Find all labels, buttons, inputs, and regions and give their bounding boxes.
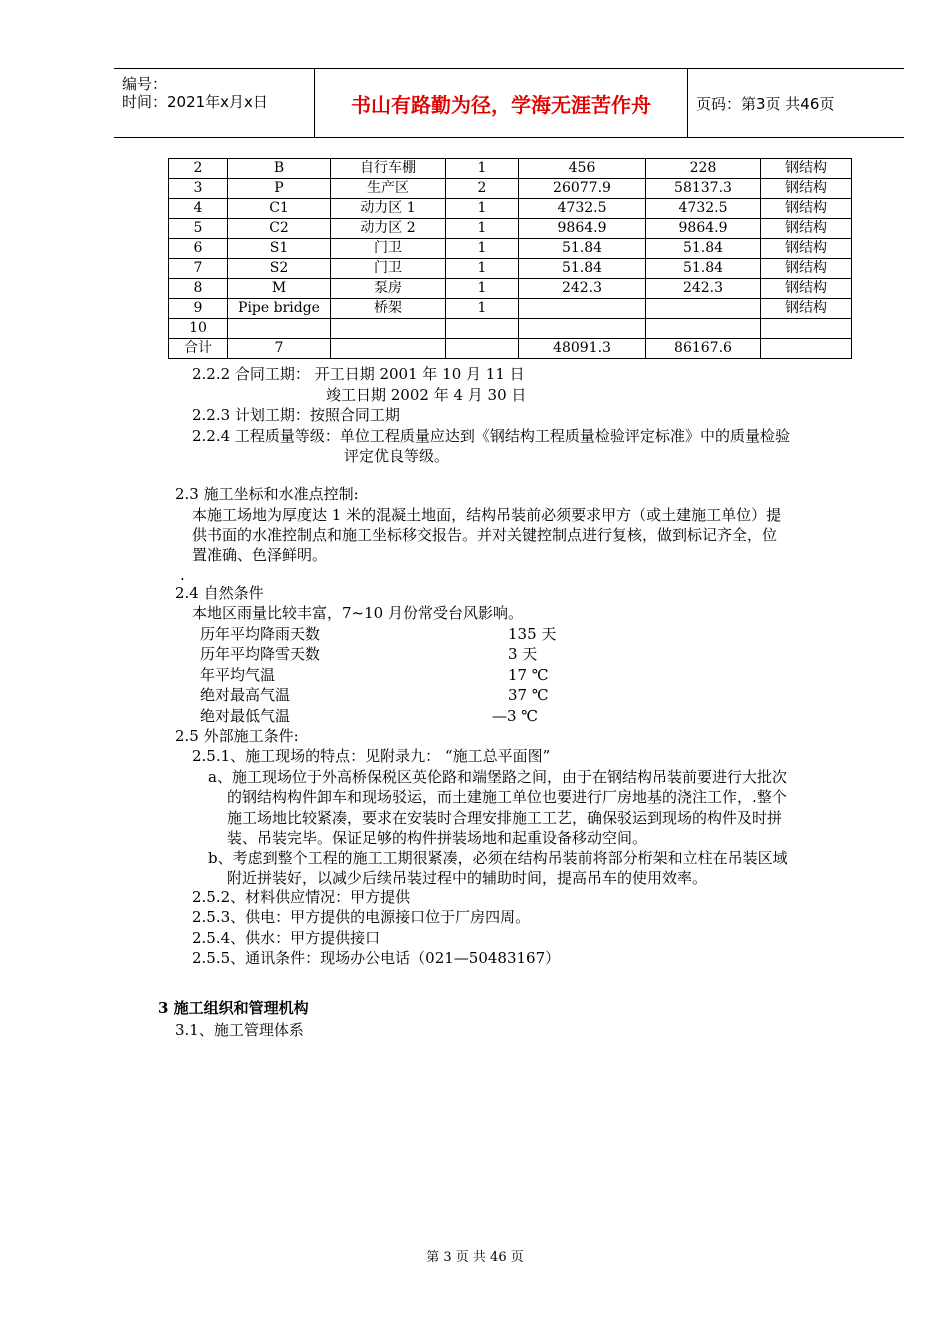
table-cell	[761, 319, 852, 339]
contract-period: 2.2.2 合同工期： 开工日期 2001 年 10 月 11 日	[192, 365, 525, 383]
table-row	[169, 159, 852, 179]
table-cell: 51.84	[646, 259, 761, 279]
table-cell: 51.84	[519, 259, 646, 279]
table-cell: B	[228, 159, 331, 179]
table-cell: 1	[446, 219, 519, 239]
building-table	[168, 158, 852, 359]
table-cell: 10	[169, 319, 228, 339]
climate-value: 17 ℃	[508, 666, 549, 684]
table-cell: 钢结构	[761, 239, 852, 259]
table-cell	[646, 299, 761, 319]
table-cell: 9	[169, 299, 228, 319]
table-cell: C1	[228, 199, 331, 219]
table-row	[169, 339, 852, 359]
table-cell: 6	[169, 239, 228, 259]
table-row	[169, 219, 852, 239]
stray-dot: .	[180, 566, 185, 584]
table-cell: 51.84	[519, 239, 646, 259]
table-cell: 门卫	[331, 259, 446, 279]
header-motto: 书山有路勤为径，学海无涯苦作舟	[315, 69, 688, 137]
table-cell: S1	[228, 239, 331, 259]
table-row	[169, 299, 852, 319]
table-cell	[228, 319, 331, 339]
section-2-5-title: 2.5 外部施工条件:	[175, 727, 299, 745]
table-cell: 动力区 2	[331, 219, 446, 239]
table-cell: 钢结构	[761, 159, 852, 179]
table-cell: 242.3	[519, 279, 646, 299]
table-cell: 228	[646, 159, 761, 179]
climate-value: 3 天	[508, 645, 538, 663]
climate-label: 历年平均降雪天数	[200, 645, 321, 663]
table-cell: 242.3	[646, 279, 761, 299]
climate-value: —3 ℃	[492, 707, 539, 725]
table-cell	[519, 299, 646, 319]
section-2-4-line1: 本地区雨量比较丰富，7~10 月份常受台风影响。	[192, 604, 523, 622]
table-cell: 动力区 1	[331, 199, 446, 219]
section-3-heading: 3 施工组织和管理机构	[158, 999, 309, 1017]
table-cell: M	[228, 279, 331, 299]
table-cell: P	[228, 179, 331, 199]
table-cell: 48091.3	[519, 339, 646, 359]
table-row	[169, 179, 852, 199]
planned-period: 2.2.3 计划工期：按照合同工期	[192, 406, 400, 424]
section-2-5-1: 2.5.1、施工现场的特点：见附录九： “施工总平面图”	[192, 747, 551, 765]
quality-grade-cont: 评定优良等级。	[344, 447, 450, 465]
table-cell: 钢结构	[761, 179, 852, 199]
table-row	[169, 239, 852, 259]
section-2-5-4: 2.5.4、供水：甲方提供接口	[192, 929, 381, 947]
item-a-line1: a、施工现场位于外高桥保税区英伦路和端堡路之间，由于在钢结构吊装前要进行大批次	[208, 768, 787, 786]
table-cell: 1	[446, 239, 519, 259]
section-2-3-line1: 本施工场地为厚度达 1 米的混凝土地面，结构吊装前必须要求甲方（或土建施工单位）提	[192, 506, 782, 524]
table-cell: 3	[169, 179, 228, 199]
climate-label: 历年平均降雨天数	[200, 625, 321, 643]
table-cell: 7	[228, 339, 331, 359]
table-cell: 钢结构	[761, 279, 852, 299]
completion-date: 竣工日期 2002 年 4 月 30 日	[326, 386, 527, 404]
table-cell: 58137.3	[646, 179, 761, 199]
table-cell: 4732.5	[519, 199, 646, 219]
item-b-line2: 附近拼装好，以减少后续吊装过程中的辅助时间，提高吊车的使用效率。	[227, 869, 708, 887]
table-cell: 钢结构	[761, 219, 852, 239]
table-cell: 泵房	[331, 279, 446, 299]
table-cell: 1	[446, 159, 519, 179]
table-cell	[761, 339, 852, 359]
table-cell	[646, 319, 761, 339]
table-cell: 合计	[169, 339, 228, 359]
table-cell: 钢结构	[761, 259, 852, 279]
climate-label: 绝对最高气温	[200, 686, 291, 704]
table-cell: 钢结构	[761, 199, 852, 219]
table-row	[169, 199, 852, 219]
table-cell: 86167.6	[646, 339, 761, 359]
serial-label: 编号：	[122, 75, 168, 93]
section-2-5-5: 2.5.5、通讯条件：现场办公电话（021—50483167）	[192, 949, 561, 967]
table-cell: 1	[446, 279, 519, 299]
table-cell: 钢结构	[761, 299, 852, 319]
table-cell	[331, 319, 446, 339]
page-footer: 第 3 页 共 46 页	[426, 1250, 524, 1265]
section-2-3-title: 2.3 施工坐标和水准点控制:	[175, 485, 359, 503]
climate-value: 37 ℃	[508, 686, 549, 704]
item-a-line2: 的钢结构构件卸车和现场驳运，而土建施工单位也要进行厂房地基的浇注工作，.整个	[227, 788, 787, 806]
table-cell: 1	[446, 299, 519, 319]
table-cell: 2	[169, 159, 228, 179]
table-row	[169, 279, 852, 299]
table-cell: 5	[169, 219, 228, 239]
table-cell	[446, 339, 519, 359]
table-cell: 26077.9	[519, 179, 646, 199]
section-2-3-line3: 置准确、色泽鲜明。	[192, 546, 328, 564]
climate-label: 年平均气温	[200, 666, 276, 684]
table-cell	[331, 339, 446, 359]
table-cell: 4	[169, 199, 228, 219]
section-2-5-2: 2.5.2、材料供应情况：甲方提供	[192, 888, 411, 906]
table-cell: 2	[446, 179, 519, 199]
item-a-line3: 施工场地比较紧凑，要求在安装时合理安排施工工艺，确保驳运到现场的构件及时拼	[227, 809, 783, 827]
table-row	[169, 319, 852, 339]
climate-label: 绝对最低气温	[200, 707, 291, 725]
table-cell: 9864.9	[646, 219, 761, 239]
table-cell: 自行车棚	[331, 159, 446, 179]
climate-value: 135 天	[508, 625, 557, 643]
table-cell: 51.84	[646, 239, 761, 259]
table-cell: C2	[228, 219, 331, 239]
table-cell	[446, 319, 519, 339]
table-cell: 456	[519, 159, 646, 179]
quality-grade: 2.2.4 工程质量等级：单位工程质量应达到《钢结构工程质量检验评定标准》中的质量检验	[192, 427, 790, 445]
table-cell: 7	[169, 259, 228, 279]
table-cell	[519, 319, 646, 339]
header-meta	[114, 69, 315, 137]
time-label: 时间：2021年x月x日	[122, 93, 268, 111]
table-cell: 9864.9	[519, 219, 646, 239]
header-page-label: 页码：第3页 共46页	[696, 94, 835, 113]
table-cell: 8	[169, 279, 228, 299]
table-cell: 桥架	[331, 299, 446, 319]
section-2-3-line2: 供书面的水准控制点和施工坐标移交报告。并对关键控制点进行复核，做到标记齐全，位	[192, 526, 778, 544]
table-cell: 1	[446, 199, 519, 219]
item-b-line1: b、考虑到整个工程的施工工期很紧凑，必须在结构吊装前将部分桁架和立柱在吊装区域	[208, 849, 788, 867]
page-header	[114, 68, 904, 138]
item-a-line4: 装、吊装完毕。保证足够的构件拼装场地和起重设备移动空间。	[227, 829, 648, 847]
table-row	[169, 259, 852, 279]
table-cell: 1	[446, 259, 519, 279]
section-2-4-title: 2.4 自然条件	[175, 584, 264, 602]
table-cell: 生产区	[331, 179, 446, 199]
table-cell: 4732.5	[646, 199, 761, 219]
table-cell: Pipe bridge	[228, 299, 331, 319]
table-cell: S2	[228, 259, 331, 279]
section-3-1: 3.1、施工管理体系	[175, 1021, 304, 1039]
section-2-5-3: 2.5.3、供电：甲方提供的电源接口位于厂房四周。	[192, 908, 531, 926]
table-cell: 门卫	[331, 239, 446, 259]
